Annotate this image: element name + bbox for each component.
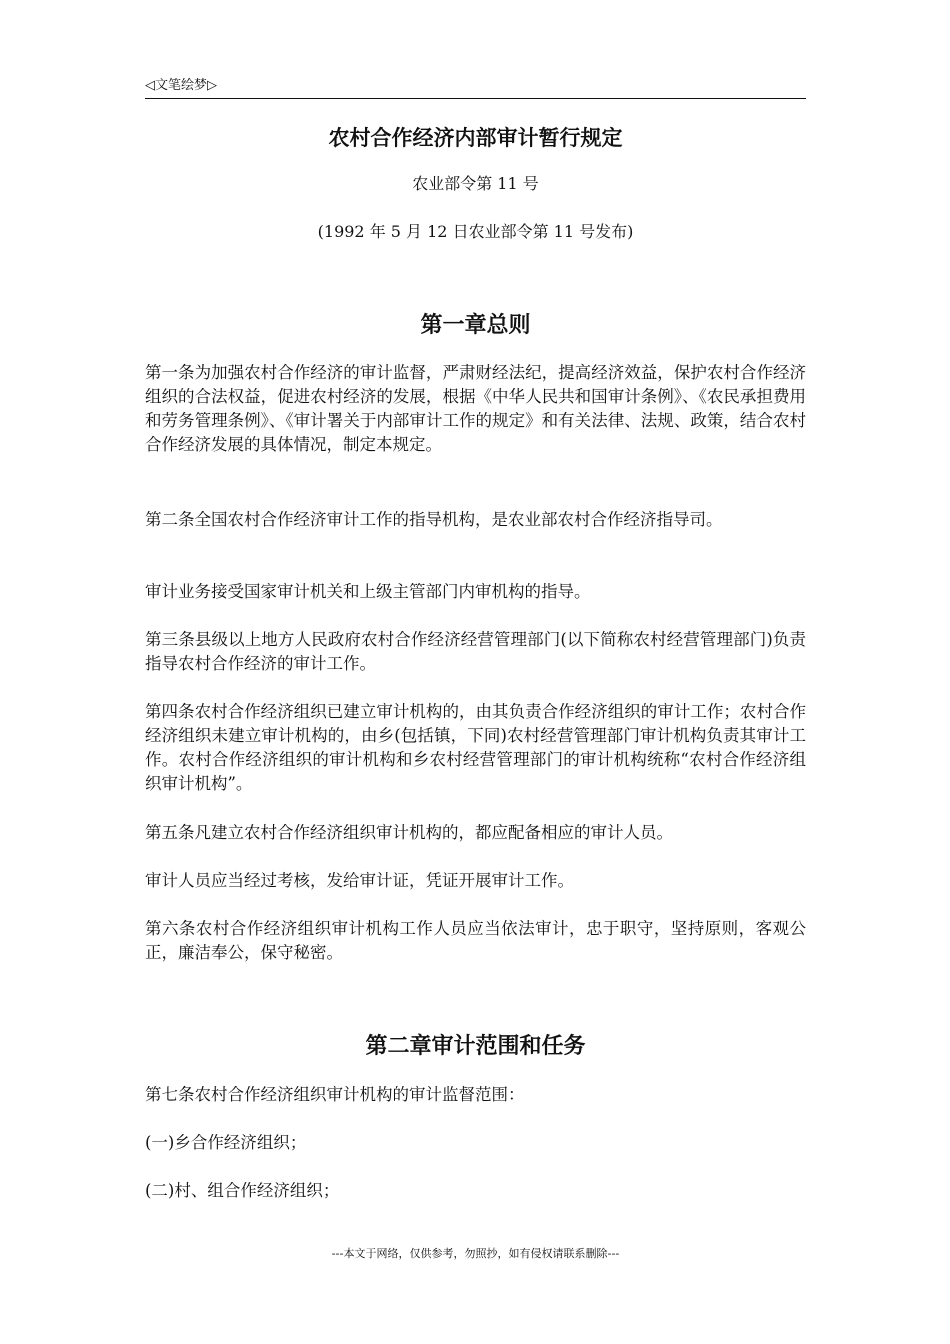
article-paragraph: 第一条为加强农村合作经济的审计监督，严肃财经法纪，提高经济效益，保护农村合作经济组织的合法权益，促进农村经济的发展，根据《中华人民共和国审计条例》、《农民承担费用和劳务管理条例》、《审计署关于内部审计工作的规定》和有关法律、法规、政策，结合农村合作经济发展的具体情况，制定本规定。 — [145, 363, 806, 454]
article-paragraph: 第二条全国农村合作经济审计工作的指导机构，是农业部农村合作经济指导司。 — [145, 510, 723, 529]
article-paragraph: 第七条农村合作经济组织审计机构的审计监督范围： — [145, 1085, 525, 1104]
footer-notice: ---本文于网络，仅供参考，勿照抄，如有侵权请联系删除--- — [331, 1247, 620, 1260]
article-paragraph: 第五条凡建立农村合作经济组织审计机构的，都应配备相应的审计人员。 — [145, 823, 673, 842]
article-paragraph: 第四条农村合作经济组织已建立审计机构的，由其负责合作经济组织的审计工作；农村合作经济组织未建立审计机构的，由乡(包括镇，下同)农村经营管理部门审计机构负责其审计工作。农村合作经济组织的审计机构和乡农村经营管理部门的审计机构统称“农村合作经济组织审计机构”。 — [145, 702, 806, 793]
list-item: (二)村、组合作经济组织； — [145, 1181, 340, 1200]
order-number: 农业部令第 11 号 — [412, 174, 539, 193]
chapter-heading: 第二章审计范围和任务 — [365, 1034, 586, 1059]
document-title: 农村合作经济内部审计暂行规定 — [328, 126, 623, 150]
article-paragraph: 第六条农村合作经济组织审计机构工作人员应当依法审计，忠于职守，坚持原则，客观公正，廉洁奉公，保守秘密。 — [145, 919, 806, 962]
issue-date-line: (1992 年 5 月 12 日农业部令第 11 号发布) — [317, 222, 634, 241]
article-paragraph: 第三条县级以上地方人民政府农村合作经济经营管理部门(以下简称农村经营管理部门)负责指导农村合作经济的审计工作。 — [145, 630, 806, 673]
chapter-heading: 第一章总则 — [420, 313, 531, 338]
article-paragraph: 审计业务接受国家审计机关和上级主管部门内审机构的指导。 — [145, 582, 591, 601]
page-header — [145, 74, 806, 99]
header-mark: ◁文笔绘梦▷ — [145, 78, 217, 93]
list-item: (一)乡合作经济组织； — [145, 1133, 307, 1152]
article-paragraph: 审计人员应当经过考核，发给审计证，凭证开展审计工作。 — [145, 871, 574, 890]
